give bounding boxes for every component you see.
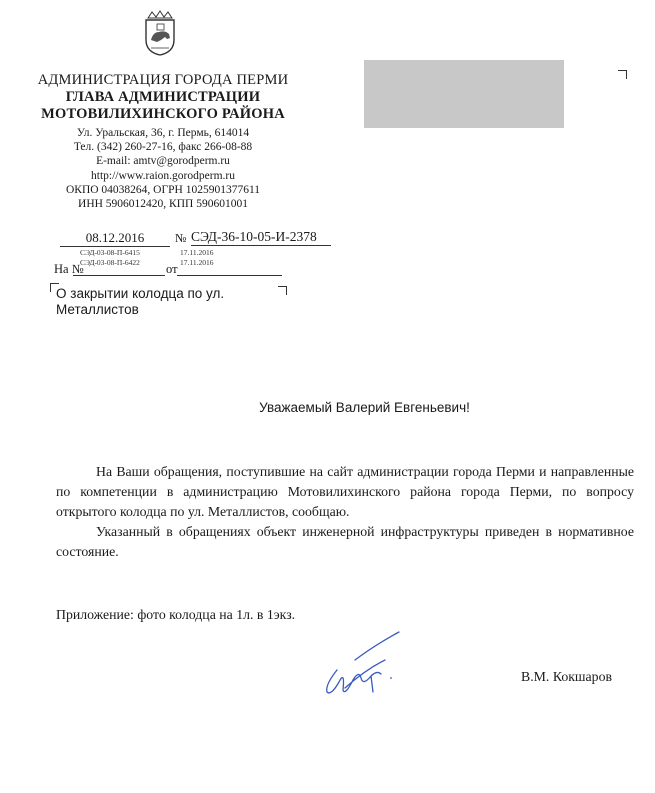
inn-kpp: ИНН 5906012420, КПП 590601001 bbox=[78, 198, 248, 211]
reference-date-label: от bbox=[166, 262, 178, 276]
org-district: МОТОВИЛИХИНСКОГО РАЙОНА bbox=[41, 106, 285, 122]
attachment-note: Приложение: фото колодца на 1л. в 1экз. bbox=[56, 607, 296, 622]
reference-number-line bbox=[73, 259, 165, 276]
registration-number-label: № bbox=[175, 231, 187, 245]
redacted-recipient bbox=[364, 60, 564, 128]
reference-date-line bbox=[177, 259, 282, 276]
corner-mark bbox=[618, 70, 627, 79]
registration-date: 08.12.2016 bbox=[60, 230, 170, 247]
paragraph-2: Указанный в обращениях объект инженерной инфраструктуры приведен в нормативное состояние. bbox=[56, 524, 634, 559]
sender-block bbox=[18, 72, 308, 211]
okpo-ogrn: ОКПО 04038264, ОГРН 1025901377611 bbox=[65, 183, 261, 196]
signature-icon bbox=[315, 630, 405, 710]
signatory-name: В.М. Кокшаров bbox=[521, 669, 612, 684]
reference-number-2: СЭД-03-08-П-6422 bbox=[80, 258, 140, 267]
subject-line-1: О закрытии колодца по ул. bbox=[56, 286, 225, 301]
reference-number-1: СЭД-03-08-П-6415 bbox=[80, 248, 140, 257]
subject bbox=[56, 286, 286, 317]
letter-body bbox=[56, 462, 634, 562]
phone: Тел. (342) 260-27-16, факс 266-08-88 bbox=[73, 141, 253, 154]
email: E-mail: amtv@gorodperm.ru bbox=[96, 155, 230, 168]
org-title: ГЛАВА АДМИНИСТРАЦИИ bbox=[65, 89, 261, 105]
address: Ул. Уральская, 36, г. Пермь, 614014 bbox=[76, 127, 250, 139]
subject-line-2: Металлистов bbox=[56, 301, 139, 317]
paragraph-1: На Ваши обращения, поступившие на сайт администрации города Перми и направленные по компетенции в администрацию Мотовилихинского района города Перми, по вопросу открытого колодца по ул. Металлистов, сообщаю. bbox=[56, 464, 634, 519]
reference-label: На № bbox=[54, 262, 84, 276]
org-name: АДМИНИСТРАЦИЯ ГОРОДА ПЕРМИ bbox=[37, 72, 289, 88]
registration-number: СЭД-36-10-05-И-2378 bbox=[191, 229, 331, 246]
coat-of-arms-icon bbox=[143, 10, 177, 56]
reference-date-2: 17.11.2016 bbox=[180, 258, 214, 267]
greeting: Уважаемый Валерий Евгеньевич! bbox=[259, 400, 470, 415]
reference-date-1: 17.11.2016 bbox=[180, 248, 214, 257]
website: http://www.raion.gorodperm.ru bbox=[91, 169, 235, 182]
